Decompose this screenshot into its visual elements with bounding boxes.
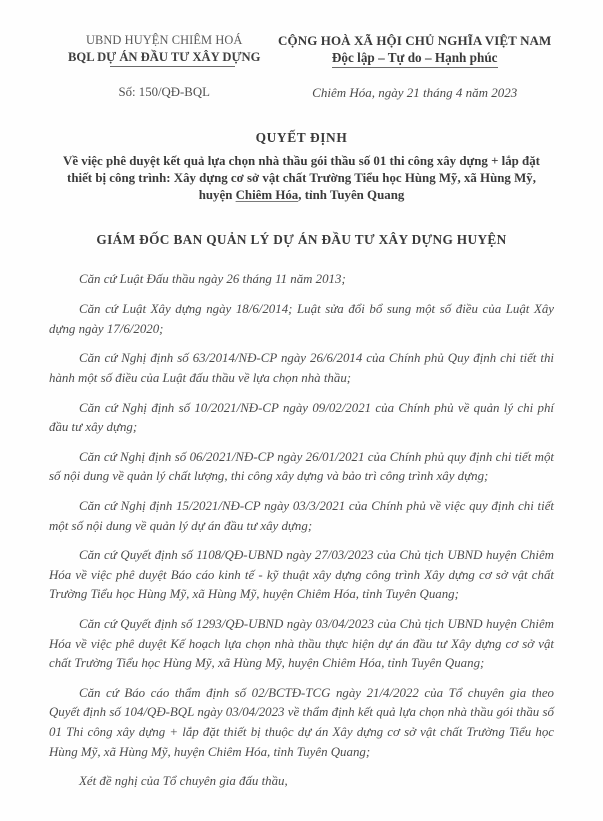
national-motto: Độc lập – Tự do – Hạnh phúc xyxy=(331,50,498,65)
parent-organization-name: UBND HUYỆN CHIÊM HOÁ xyxy=(85,33,243,47)
signing-authority-heading: GIÁM ĐỐC BAN QUẢN LÝ DỰ ÁN ĐẦU TƯ XÂY DỰNG HUYỆN xyxy=(96,232,507,248)
document-type-heading: QUYẾT ĐỊNH xyxy=(255,130,348,145)
clause-paragraph: Căn cứ Báo cáo thẩm định số 02/BCTĐ-TCG ngày 21/4/2022 của Tổ chuyên gia theo Quyết định số 104/QĐ-BQL ngày 03/04/2023 về thẩm định kết quả lựa chọn nhà thầu gói thầu số 01 Thi công xây dựng + lắp đặt thiết bị thuộc dự án Xây dựng cơ sở vật chất Trường Tiểu học Hùng Mỹ, xã Hùng Mỹ, huyện Chiêm Hóa, tỉnh Tuyên Quang; xyxy=(49,685,554,759)
document-subject-part-1: Về việc phê duyệt kết quả lựa chọn nhà thầu gói thầu số 01 thi công xây dựng + lắp đặt thiết bị công trình: Xây dựng cơ sở vật chất Trường Tiểu học Hùng Mỹ, xã Hùng Mỹ, huyện xyxy=(63,154,540,203)
clause-paragraph: Căn cứ Nghị định số 10/2021/NĐ-CP ngày 09/02/2021 của Chính phủ về quản lý chi phí đầu tư xây dựng; xyxy=(49,400,554,435)
clause-paragraph: Căn cứ Quyết định số 1293/QĐ-UBND ngày 03/04/2023 của Chủ tịch UBND huyện Chiêm Hóa về việc phê duyệt Kế hoạch lựa chọn nhà thầu thực hiện dự án đầu tư Xây dựng cơ sở vật chất Trường Tiểu học Hùng Mỹ, xã Hùng Mỹ, huyện Chiêm Hóa, tỉnh Tuyên Quang; xyxy=(49,617,554,671)
clause-paragraph: Căn cứ Quyết định số 1108/QĐ-UBND ngày 27/03/2023 của Chủ tịch UBND huyện Chiêm Hóa về việc phê duyệt Báo cáo kinh tế - kỹ thuật xây dựng công trình Xây dựng cơ sở vật chất Trường Tiểu học Hùng Mỹ, xã Hùng Mỹ, huyện Chiêm Hóa, tỉnh Tuyên Quang; xyxy=(49,548,554,602)
national-heading-block xyxy=(274,33,555,101)
clause-paragraph: Xét đề nghị của Tổ chuyên gia đấu thầu, xyxy=(79,774,288,789)
document-subject-district-underlined: Chiêm Hóa xyxy=(235,188,299,203)
place-and-date: Chiêm Hóa, ngày 21 tháng 4 năm 2023 xyxy=(312,85,518,100)
document-subject-part-2: , tỉnh Tuyên Quang xyxy=(298,188,405,203)
document-body xyxy=(48,270,555,791)
document-subject xyxy=(48,153,555,204)
clause-paragraph: Căn cứ Luật Xây dựng ngày 18/6/2014; Luật sửa đổi bổ sung một số điều của Luật Xây dựng ngày 17/6/2020; xyxy=(49,302,554,336)
document-header xyxy=(48,33,555,101)
clause-paragraph: Căn cứ Nghị định số 63/2014/NĐ-CP ngày 26/6/2014 của Chính phủ Quy định chi tiết thi hành một số điều của Luật đấu thầu về lựa chọn nhà thầu; xyxy=(49,351,554,385)
clause-paragraph: Căn cứ Nghị định số 06/2021/NĐ-CP ngày 26/01/2021 của Chính phủ quy định chi tiết một số nội dung về quản lý chất lượng, thi công xây dựng và bảo trì công trình xây dựng; xyxy=(49,449,554,484)
document-number: Số: 150/QĐ-BQL xyxy=(118,85,210,99)
country-name: CỘNG HOÀ XÃ HỘI CHỦ NGHĨA VIỆT NAM xyxy=(278,33,552,48)
title-block xyxy=(48,130,555,204)
issuing-organization-name: BQL DỰ ÁN ĐẦU TƯ XÂY DỰNG xyxy=(68,50,261,64)
issuing-authority-block xyxy=(48,33,274,100)
clause-paragraph: Căn cứ Nghị định 15/2021/NĐ-CP ngày 03/3/2021 của Chính phủ về việc quy định chi tiết một số nội dung về quản lý dự án đầu tư xây dựng; xyxy=(49,498,554,533)
clause-paragraph: Căn cứ Luật Đấu thầu ngày 26 tháng 11 năm 2013; xyxy=(79,272,346,287)
